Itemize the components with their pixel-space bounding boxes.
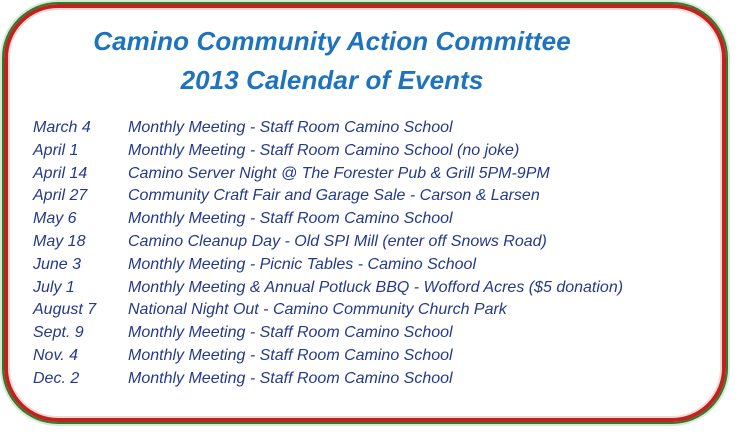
events-list — [33, 117, 693, 391]
event-row — [33, 277, 693, 300]
event-date: April 14 — [33, 164, 88, 182]
event-date: Sept. 9 — [33, 324, 84, 342]
event-description: National Night Out - Camino Community Church Park — [128, 301, 507, 319]
event-row — [33, 368, 693, 391]
event-date: August 7 — [33, 301, 97, 319]
event-date: Nov. 4 — [33, 346, 79, 364]
event-date: May 6 — [33, 210, 77, 228]
event-row — [33, 254, 693, 277]
event-description: Monthly Meeting - Staff Room Camino School (no joke) — [128, 141, 520, 159]
event-date: April 1 — [33, 141, 79, 159]
event-description: Monthly Meeting - Picnic Tables - Camino School — [128, 255, 477, 273]
title-block — [0, 22, 664, 100]
event-row — [33, 345, 693, 368]
event-date: July 1 — [33, 278, 75, 296]
title-line-2: 2013 Calendar of Events — [180, 65, 484, 95]
event-description: Camino Server Night @ The Forester Pub & Grill 5PM-9PM — [128, 164, 550, 182]
event-description: Monthly Meeting - Staff Room Camino School — [128, 369, 453, 387]
event-row — [33, 117, 693, 140]
event-row — [33, 299, 693, 322]
event-description: Monthly Meeting - Staff Room Camino School — [128, 346, 453, 364]
event-row — [33, 140, 693, 163]
event-row — [33, 231, 693, 254]
event-description: Monthly Meeting - Staff Room Camino School — [128, 324, 453, 342]
event-description: Monthly Meeting - Staff Room Camino School — [128, 119, 453, 136]
event-date: May 18 — [33, 232, 86, 250]
event-date: Dec. 2 — [33, 369, 80, 387]
event-row — [33, 163, 693, 186]
event-row — [33, 185, 693, 208]
event-row — [33, 322, 693, 345]
event-description: Community Craft Fair and Garage Sale - Carson & Larsen — [128, 187, 540, 205]
title-line-1: Camino Community Action Committee — [93, 26, 571, 56]
event-row — [33, 208, 693, 231]
event-date: April 27 — [33, 187, 88, 205]
event-date: June 3 — [33, 255, 82, 273]
event-description: Monthly Meeting - Staff Room Camino School — [128, 210, 453, 228]
event-date: March 4 — [33, 119, 91, 136]
event-description: Monthly Meeting & Annual Potluck BBQ - Wofford Acres ($5 donation) — [128, 278, 624, 296]
event-description: Camino Cleanup Day - Old SPI Mill (enter off Snows Road) — [128, 232, 547, 250]
